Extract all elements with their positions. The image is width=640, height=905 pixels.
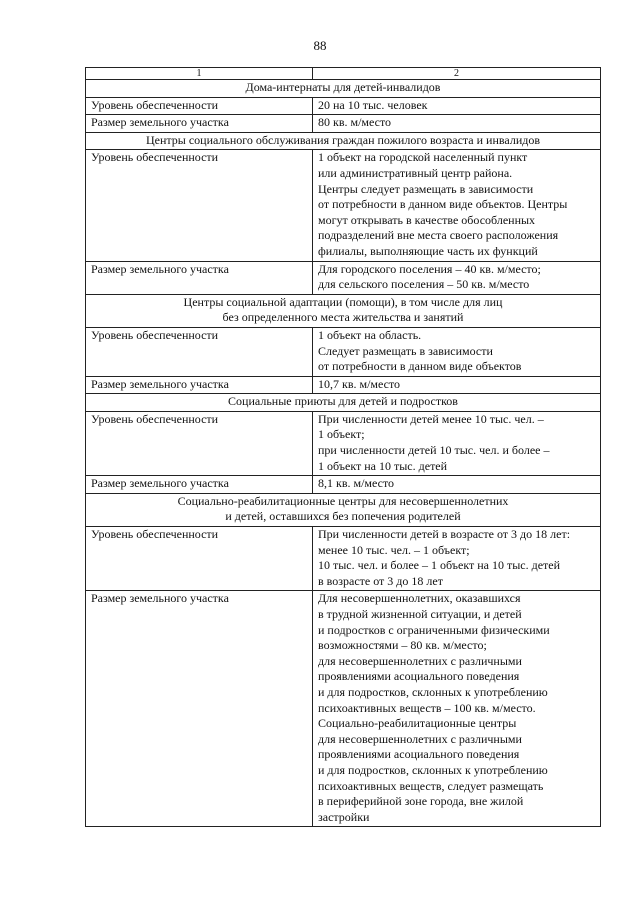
row-label: Размер земельного участка [86, 476, 313, 494]
column-header-2: 2 [313, 68, 601, 80]
section-title: Социальные приюты для детей и подростков [86, 394, 601, 412]
section-header-row [86, 132, 601, 150]
section-title: Центры социального обслуживания граждан пожилого возраста и инвалидов [86, 132, 601, 150]
table-row [86, 327, 601, 376]
table-row [86, 527, 601, 591]
row-label: Размер земельного участка [86, 115, 313, 133]
row-label: Уровень обеспеченности [86, 327, 313, 376]
table-row [86, 411, 601, 475]
section-header-row [86, 80, 601, 98]
table-row [86, 97, 601, 115]
page-number: 88 [313, 38, 327, 53]
row-value: 1 объект на область. Следует размещать в зависимости от потребности в данном виде объектов [313, 327, 601, 376]
table-row [86, 376, 601, 394]
row-value: Для городского поселения – 40 кв. м/место; для сельского поселения – 50 кв. м/место [313, 261, 601, 294]
row-value: 20 на 10 тыс. человек [313, 97, 601, 115]
row-label: Размер земельного участка [86, 591, 313, 827]
row-label: Уровень обеспеченности [86, 97, 313, 115]
row-value: 1 объект на городской населенный пункт или административный центр района. Центры следует размещать в зависимости от потребности в данном виде объектов. Центры могут открывать в качестве обособленных подразделений вне места своего расположения филиалы, выполняющие часть их функций [313, 150, 601, 261]
table-row [86, 261, 601, 294]
row-label: Уровень обеспеченности [86, 527, 313, 591]
table-row [86, 115, 601, 133]
section-title: Центры социальной адаптации (помощи), в том числе для лиц без определенного места жительства и занятий [86, 294, 601, 327]
row-label: Уровень обеспеченности [86, 411, 313, 475]
column-header-1: 1 [86, 68, 313, 80]
row-value: 10,7 кв. м/место [313, 376, 601, 394]
section-header-row [86, 493, 601, 526]
table-row [86, 591, 601, 827]
row-label: Размер земельного участка [86, 261, 313, 294]
section-header-row [86, 394, 601, 412]
standards-table [85, 67, 601, 827]
row-label: Уровень обеспеченности [86, 150, 313, 261]
table-row [86, 150, 601, 261]
column-number-row [86, 68, 601, 80]
row-value: 80 кв. м/место [313, 115, 601, 133]
row-value: При численности детей менее 10 тыс. чел. – 1 объект; при численности детей 10 тыс. чел. и более – 1 объект на 10 тыс. детей [313, 411, 601, 475]
row-label: Размер земельного участка [86, 376, 313, 394]
row-value: При численности детей в возрасте от 3 до 18 лет: менее 10 тыс. чел. – 1 объект; 10 тыс. чел. и более – 1 объект на 10 тыс. детей в возрасте от 3 до 18 лет [313, 527, 601, 591]
table-row [86, 476, 601, 494]
row-value: 8,1 кв. м/место [313, 476, 601, 494]
row-value: Для несовершеннолетних, оказавшихся в трудной жизненной ситуации, и детей и подростков с ограниченными физическими возможностями – 80 кв. м/место; для несовершеннолетних с различными проявлениями асоциального поведения и для подростков, склонных к употреблению психоактивных веществ – 100 кв. м/место. Социально-реабилитационные центры для несовершеннолетних с различными проявлениями асоциального поведения и для подростков, склонных к употреблению психоактивных веществ, следует размещать в периферийной зоне города, вне жилой застройки [313, 591, 601, 827]
section-title: Социально-реабилитационные центры для несовершеннолетних и детей, оставшихся без попечения родителей [86, 493, 601, 526]
section-title: Дома-интернаты для детей-инвалидов [86, 80, 601, 98]
section-header-row [86, 294, 601, 327]
